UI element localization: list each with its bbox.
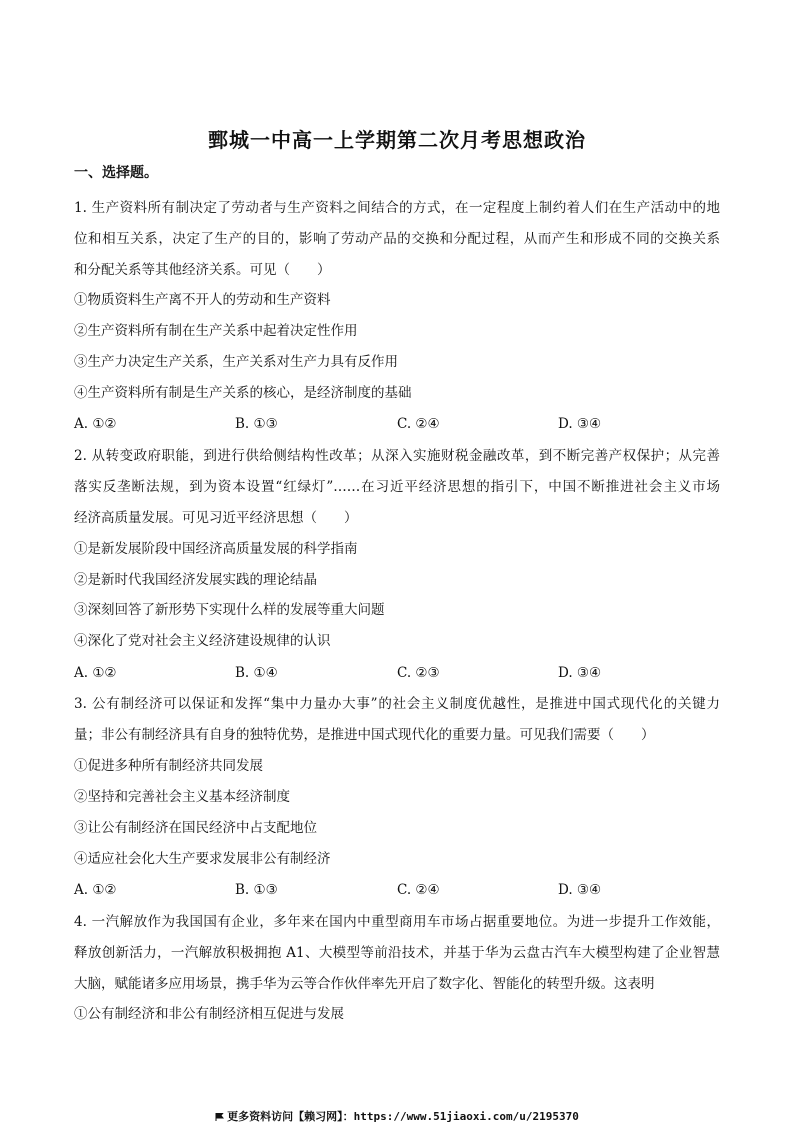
q2-item-1: ①是新发展阶段中国经济高质量发展的科学指南	[74, 541, 358, 557]
flag-icon	[215, 1113, 224, 1121]
q1-stem-line-3: 和分配关系等其他经济关系。可见（ ）	[74, 262, 331, 278]
q1-item-1: ①物质资料生产离不开人的劳动和生产资料	[74, 292, 331, 308]
q2-option-a[interactable]: A. ①②	[74, 665, 117, 681]
q1-option-c[interactable]: C. ②④	[397, 416, 440, 432]
q4-stem-line-3: 大脑，赋能诸多应用场景，携手华为云等合作伙伴率先开启了数字化、智能化的转型升级。这表明	[74, 976, 655, 992]
q4-item-1: ①公有制经济和非公有制经济相互促进与发展	[74, 1006, 344, 1022]
q3-stem-line-2: 量；非公有制经济具有自身的独特优势，是推进中国式现代化的重要力量。可见我们需要（ ）	[74, 727, 655, 743]
q3-stem-line-1: 3. 公有制经济可以保证和发挥“集中力量办大事”的社会主义制度优越性，是推进中国式现代化的关键力	[74, 696, 720, 712]
page-title: 鄄城一中高一上学期第二次月考思想政治	[208, 128, 586, 152]
q2-option-c[interactable]: C. ②③	[397, 665, 440, 681]
footer-link[interactable]	[0, 1108, 794, 1124]
q1-item-2: ②生产资料所有制在生产关系中起着决定性作用	[74, 323, 358, 339]
q3-item-3: ③让公有制经济在国民经济中占支配地位	[74, 820, 317, 836]
q3-item-2: ②坚持和完善社会主义基本经济制度	[74, 789, 290, 805]
q1-stem-line-1: 1. 生产资料所有制决定了劳动者与生产资料之间结合的方式，在一定程度上制约着人们在生产活动中的地	[74, 200, 720, 216]
q1-item-3: ③生产力决定生产关系，生产关系对生产力具有反作用	[74, 354, 398, 370]
q2-option-d[interactable]: D. ③④	[558, 665, 602, 681]
q2-item-4: ④深化了党对社会主义经济建设规律的认识	[74, 633, 331, 649]
q3-option-a[interactable]: A. ①②	[74, 882, 117, 898]
q3-option-b[interactable]: B. ①③	[235, 882, 278, 898]
q1-item-4: ④生产资料所有制是生产关系的核心，是经济制度的基础	[74, 385, 412, 401]
q3-item-4: ④适应社会化大生产要求发展非公有制经济	[74, 851, 331, 867]
q3-option-d[interactable]: D. ③④	[558, 882, 602, 898]
q2-item-2: ②是新时代我国经济发展实践的理论结晶	[74, 572, 317, 588]
q2-item-3: ③深刻回答了新形势下实现什么样的发展等重大问题	[74, 602, 385, 618]
section-heading: 一、选择题。	[74, 165, 158, 181]
q4-stem-line-2: 释放创新活力，一汽解放积极拥抱 A1、大模型等前沿技术，并基于华为云盘古汽车大模型构建了企业智慧	[74, 945, 720, 961]
q2-stem-line-2: 落实反垄断法规，到为资本设置“红绿灯”……在习近平经济思想的指引下，中国不断推进社会主义市场	[74, 479, 720, 495]
q1-stem-line-2: 位和相互关系，决定了生产的目的，影响了劳动产品的交换和分配过程，从而产生和形成不同的交换关系	[74, 231, 720, 247]
q3-item-1: ①促进多种所有制经济共同发展	[74, 758, 263, 774]
q4-stem-line-1: 4. 一汽解放作为我国国有企业，多年来在国内中重型商用车市场占据重要地位。为进一步提升工作效能，	[74, 914, 720, 930]
q2-option-b[interactable]: B. ①④	[235, 665, 278, 681]
q1-option-d[interactable]: D. ③④	[558, 416, 602, 432]
q1-option-b[interactable]: B. ①③	[235, 416, 278, 432]
q3-option-c[interactable]: C. ②④	[397, 882, 440, 898]
q1-option-a[interactable]: A. ①②	[74, 416, 117, 432]
q2-stem-line-3: 经济高质量发展。可见习近平经济思想（ ）	[74, 510, 358, 526]
footer-text[interactable]: 更多资料访问【赖习网】：https://www.51jiaoxi.com/u/2195370	[227, 1110, 579, 1123]
q2-stem-line-1: 2. 从转变政府职能，到进行供给侧结构性改革；从深入实施财税金融改革，到不断完善产权保护；从完善	[74, 448, 720, 464]
